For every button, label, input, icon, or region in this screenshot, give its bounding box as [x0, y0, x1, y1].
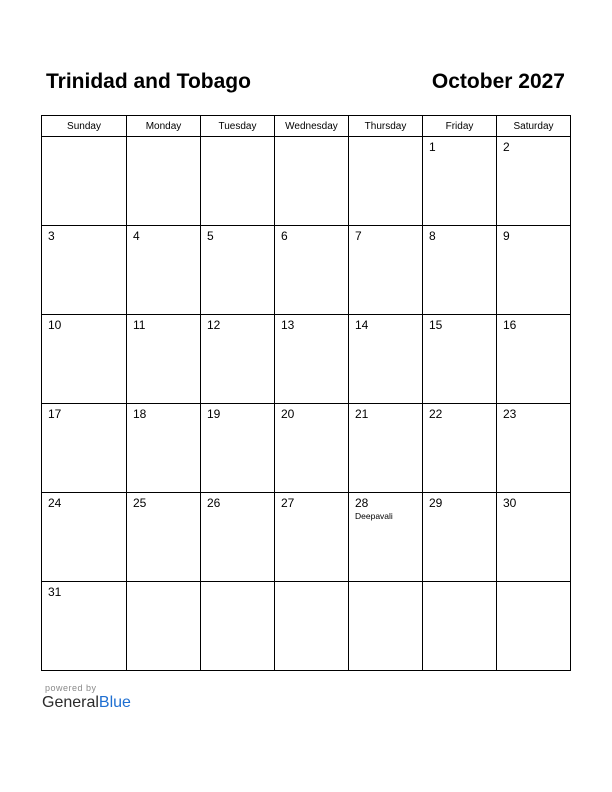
day-number: 17	[48, 407, 62, 421]
month-title: October 2027	[431, 70, 565, 93]
day-number: 16	[503, 318, 517, 332]
country-title: Trinidad and Tobago	[46, 70, 251, 93]
day-cell	[42, 315, 127, 404]
day-number: 22	[429, 407, 443, 421]
generalblue-logo[interactable]	[42, 694, 131, 712]
day-cell	[127, 315, 201, 404]
day-cell	[127, 404, 201, 493]
day-cell	[497, 137, 571, 226]
day-number: 24	[48, 496, 62, 510]
day-cell	[201, 493, 275, 582]
day-number: 9	[503, 229, 510, 243]
day-cell	[201, 226, 275, 315]
day-cell	[127, 137, 201, 226]
day-cell	[423, 315, 497, 404]
day-cell	[497, 582, 571, 671]
day-number: 15	[429, 318, 443, 332]
holiday-label: Deepavali	[355, 511, 393, 521]
day-number: 12	[207, 318, 221, 332]
day-cell	[497, 404, 571, 493]
day-cell	[275, 315, 349, 404]
day-cell	[349, 404, 423, 493]
day-cell	[423, 226, 497, 315]
day-cell	[349, 137, 423, 226]
day-cell	[42, 404, 127, 493]
weekday-header: Tuesday	[201, 116, 275, 137]
weekday-header: Thursday	[349, 116, 423, 137]
day-number: 31	[48, 585, 62, 599]
day-number: 20	[281, 407, 295, 421]
day-cell	[349, 226, 423, 315]
week-row	[42, 493, 571, 582]
day-number: 5	[207, 229, 214, 243]
day-number: 27	[281, 496, 295, 510]
day-number: 26	[207, 496, 221, 510]
week-row	[42, 404, 571, 493]
week-row	[42, 315, 571, 404]
powered-by-text: powered by	[45, 683, 97, 693]
day-cell	[275, 493, 349, 582]
day-cell	[201, 582, 275, 671]
day-number: 23	[503, 407, 517, 421]
day-cell	[423, 404, 497, 493]
day-cell	[42, 582, 127, 671]
day-cell	[127, 582, 201, 671]
day-cell	[275, 582, 349, 671]
day-cell	[42, 226, 127, 315]
weekday-header-row	[42, 116, 571, 137]
day-number: 21	[355, 407, 369, 421]
day-cell	[423, 582, 497, 671]
weekday-header: Monday	[127, 116, 201, 137]
day-number: 25	[133, 496, 147, 510]
day-cell	[127, 493, 201, 582]
day-cell	[423, 137, 497, 226]
day-cell	[275, 226, 349, 315]
day-number: 1	[429, 140, 436, 154]
day-cell	[497, 315, 571, 404]
day-number: 14	[355, 318, 369, 332]
day-cell	[201, 404, 275, 493]
day-number: 6	[281, 229, 288, 243]
day-cell	[42, 137, 127, 226]
day-number: 4	[133, 229, 140, 243]
day-number: 28	[355, 496, 369, 510]
weekday-header: Friday	[423, 116, 497, 137]
week-row	[42, 226, 571, 315]
day-number: 7	[355, 229, 362, 243]
day-cell	[42, 493, 127, 582]
day-number: 18	[133, 407, 147, 421]
day-number: 2	[503, 140, 510, 154]
weekday-header: Wednesday	[275, 116, 349, 137]
day-cell	[275, 404, 349, 493]
weekday-header: Sunday	[42, 116, 127, 137]
day-number: 29	[429, 496, 443, 510]
logo-blue-text: Blue	[98, 694, 131, 711]
day-number: 10	[48, 318, 62, 332]
day-cell	[349, 582, 423, 671]
day-number: 11	[133, 318, 146, 332]
day-number: 19	[207, 407, 221, 421]
weekday-header: Saturday	[497, 116, 571, 137]
week-row	[42, 582, 571, 671]
day-cell	[497, 493, 571, 582]
day-cell	[127, 226, 201, 315]
calendar-grid	[41, 115, 571, 671]
day-cell	[349, 493, 423, 582]
logo-general-text: General	[42, 694, 99, 711]
day-cell	[275, 137, 349, 226]
day-cell	[349, 315, 423, 404]
day-number: 30	[503, 496, 517, 510]
day-number: 13	[281, 318, 295, 332]
day-cell	[201, 315, 275, 404]
day-cell	[423, 493, 497, 582]
day-number: 8	[429, 229, 436, 243]
day-number: 3	[48, 229, 55, 243]
day-cell	[201, 137, 275, 226]
week-row	[42, 137, 571, 226]
day-cell	[497, 226, 571, 315]
